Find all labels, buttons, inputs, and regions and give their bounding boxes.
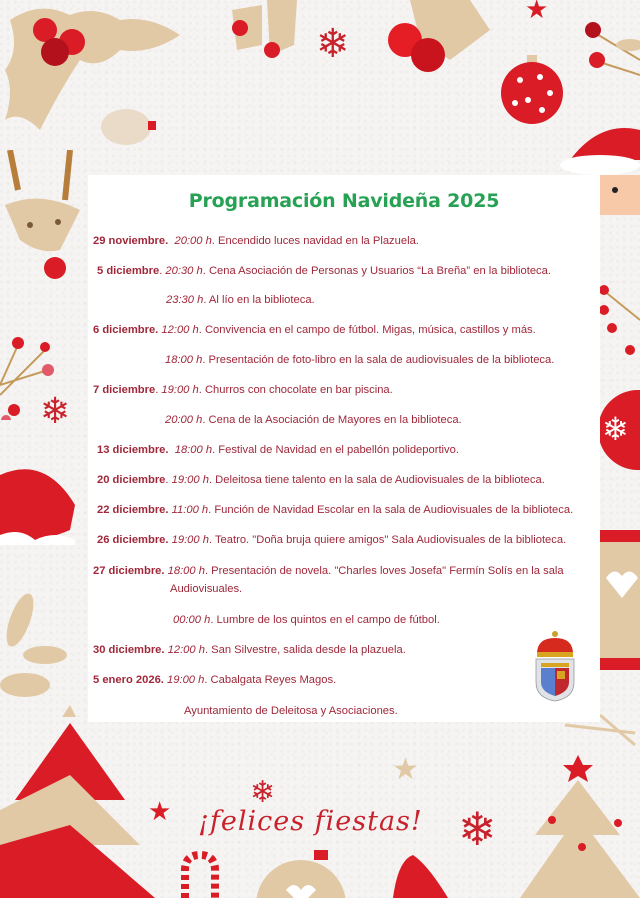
event-date: 29 noviembre.: [93, 235, 169, 247]
red-leaf-bottom-decoration: [388, 855, 448, 898]
event-description-continued: Audiovisuales.: [170, 583, 243, 595]
snowflake-icon: ❄: [458, 803, 497, 855]
event-time: 11:00 h: [171, 504, 209, 516]
event-row: [165, 352, 554, 368]
event-row: [93, 322, 536, 338]
event-date: 26 diciembre.: [97, 534, 169, 546]
event-description: . Teatro. "Doña bruja quiere amigos" Sala Audiovisuales de la biblioteca.: [208, 534, 567, 546]
event-row: [97, 442, 459, 458]
event-row-continuation: [170, 581, 242, 597]
event-row: [166, 292, 315, 308]
municipal-coat-of-arms-icon: [533, 630, 577, 702]
event-row: 5 diciembre. 20:30 h. Cena Asociación de Personas y Usuarios “La Breña” en la biblioteca.: [97, 265, 551, 277]
schedule-panel: [88, 175, 600, 722]
pinecone-ornament-decoration: [100, 105, 160, 150]
event-time: 12:00 h: [167, 644, 205, 656]
star-icon: ★: [525, 0, 549, 24]
event-description: . Función de Navidad Escolar en la sala de Audiovisuales de la biblioteca.: [208, 504, 574, 516]
event-date: 22 diciembre.: [97, 504, 169, 516]
event-description: . Festival de Navidad en el pabellón polideportivo.: [212, 444, 459, 456]
event-row: 7 diciembre. 19:00 h. Churros con chocolate en bar piscina.: [93, 384, 393, 396]
organizer-credit: Ayuntamiento de Deleitosa y Asociaciones.: [184, 705, 398, 717]
reindeer-decoration: [0, 150, 90, 280]
christmas-tree-left-decoration: [0, 705, 160, 898]
event-date: 7 diciembre: [93, 384, 156, 396]
red-bauble-decoration: [500, 55, 565, 125]
event-row: [93, 672, 336, 688]
event-row: [97, 532, 566, 548]
event-time: 12:00 h: [161, 324, 199, 336]
event-row: [165, 412, 462, 428]
event-time: 19:00 h: [171, 474, 209, 486]
event-date: 30 diciembre.: [93, 644, 165, 656]
event-row: 20 diciembre. 19:00 h. Deleitosa tiene talento en la sala de Audiovisuales de la biblioteca.: [97, 474, 545, 486]
santa-hat-left-decoration: [0, 455, 80, 545]
event-time: 19:00 h: [161, 384, 199, 396]
candy-cane-decoration: [175, 850, 225, 898]
svg-text:❄: ❄: [602, 411, 629, 447]
event-date: 5 diciembre: [97, 265, 160, 277]
event-description: . Presentación de novela. "Charles loves Josefa" Fermín Solís en la sala: [204, 565, 564, 577]
event-description: . Lumbre de los quintos en el campo de fútbol.: [210, 614, 440, 626]
snowflake-bauble-right-decoration: [598, 385, 640, 475]
event-time: 20:30 h: [165, 265, 203, 277]
event-description: . Encendido luces navidad en la Plazuela.: [211, 235, 419, 247]
event-description: . Convivencia en el campo de fútbol. Migas, música, castillos y más.: [198, 324, 536, 336]
event-time: 20:00 h: [174, 235, 212, 247]
event-time: 18:00 h: [167, 565, 205, 577]
holly-leaves-top-left-decoration: [0, 0, 190, 140]
event-time: 19:00 h: [171, 534, 209, 546]
event-description: . Deleitosa tiene talento en la sala de Audiovisuales de la biblioteca.: [208, 474, 545, 486]
christmas-tree-right-decoration: [520, 755, 640, 898]
event-time: 18:00 h: [174, 444, 213, 456]
page-title: Programación Navideña 2025: [188, 190, 500, 212]
sweater-right-decoration: [600, 530, 640, 670]
event-row: [97, 502, 573, 518]
snowflake-icon: ❄: [40, 390, 71, 431]
snowflake-icon: ❄: [316, 22, 350, 66]
event-description: . Cabalgata Reyes Magos.: [204, 674, 337, 686]
stockings-decoration: [222, 0, 302, 65]
event-description: . San Silvestre, salida desde la plazuela.: [204, 644, 406, 656]
berry-branch-top-right-decoration: [585, 15, 640, 85]
event-description: . Cena Asociación de Personas y Usuarios “La Breña” en la biblioteca.: [202, 265, 551, 277]
event-row: [93, 233, 419, 249]
event-date: 6 diciembre.: [93, 324, 159, 336]
star-icon: ★: [148, 796, 172, 826]
greeting-text: ¡felices fiestas!: [198, 806, 423, 837]
event-time: 20:00 h: [165, 414, 203, 426]
event-row: [173, 612, 440, 628]
event-row: [93, 642, 406, 658]
snowflake-icon: ❄: [250, 776, 276, 809]
holly-berries-top-center-decoration: [380, 0, 520, 80]
event-date: 13 diciembre.: [97, 444, 169, 456]
berry-branch-right-decoration: [598, 280, 640, 360]
event-row: [93, 563, 564, 579]
event-date: 27 diciembre.: [93, 565, 165, 577]
event-time: 19:00 h: [167, 674, 205, 686]
event-description: . Al lío en la biblioteca.: [203, 294, 315, 306]
star-icon: ★: [392, 753, 419, 786]
event-time: 00:00 h: [173, 614, 211, 626]
event-description: . Presentación de foto-libro en la sala de audiovisuales de la biblioteca.: [202, 354, 555, 366]
event-date: 5 enero 2026.: [93, 674, 164, 686]
leaf-sprig-left-decoration: [0, 590, 70, 700]
event-description: . Churros con chocolate en bar piscina.: [198, 384, 393, 396]
event-time: 23:30 h: [166, 294, 204, 306]
event-time: 18:00 h: [165, 354, 203, 366]
event-date: 20 diciembre: [97, 474, 166, 486]
bauble-bottom-decoration: [256, 850, 346, 898]
event-description: . Cena de la Asociación de Mayores en la biblioteca.: [202, 414, 462, 426]
